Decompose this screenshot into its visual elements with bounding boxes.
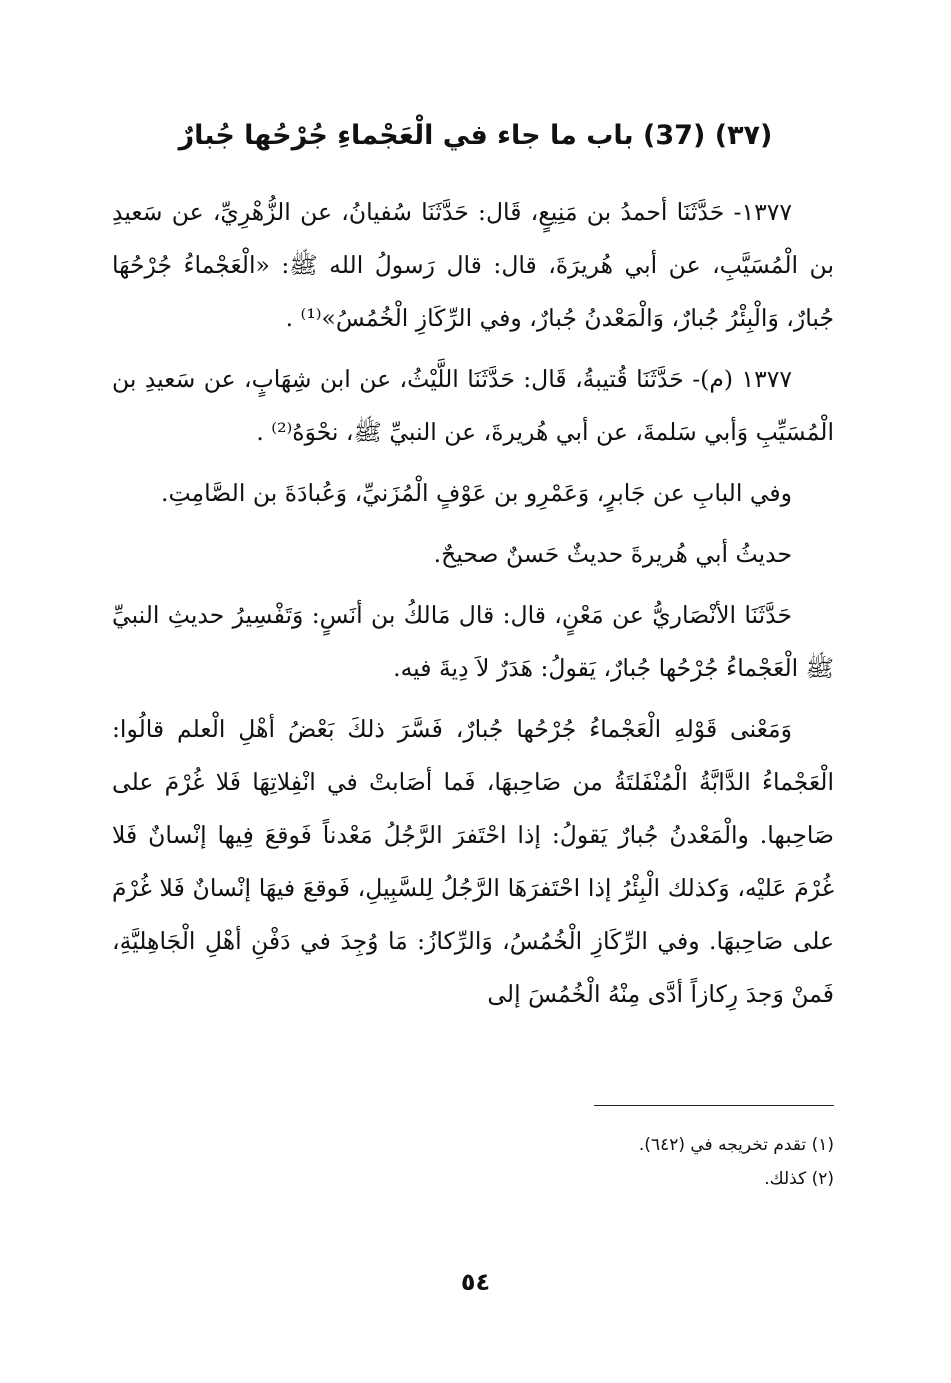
footnote-2: (٢) كذلك. [764,1169,834,1189]
hadith-1377: ١٣٧٧- حَدَّثَنَا أحمدُ بن مَنِيعٍ، قَال: حَدَّثَنَا سُفيانُ، عن الزُّهْرِيِّ، عن سَعيدِ بن الْمُسَيَّبِ، عن أبي هُريرَةَ، قال: قال رَسولُ الله ﷺ: «الْعَجْماءُ جُرْحُهَا جُبارٌ، وَالْبِئْرُ جُبارٌ، وَالْمَعْدنُ جُبارٌ، وفي الرِّكَازِ الْخُمُسُ»⁽¹⁾ . [112,198,834,332]
hadith-1377-m: ١٣٧٧ (م)- حَدَّثَنَا قُتيبةُ، قَال: حَدَّثَنَا اللَّيْثُ، عن ابن شِهَابٍ، عن سَعيدِ بن الْمُسَيِّبِ وَأبي سَلمةَ، عن أبي هُريرةَ، عن النبيِّ ﷺ، نحْوَهُ⁽²⁾ . [112,365,834,446]
footnote-1: (١) تقدم تخريجه في (٦٤٢). [638,1135,834,1155]
main-text [112,186,834,1029]
meaning-commentary: وَمَعْنى قَوْلهِ الْعَجْماءُ جُرْحُها جُبارٌ، فَسَّرَ ذلكَ بَعْضُ أهْلِ الْعلم قالُوا: الْعَجْماءُ الدَّابَّةُ الْمُنْفَلتَةُ من صَاحِبهَا، فَما أصَابتْ في انْفِلاتِهَا فَلا غُرْمَ على صَاحِبها. والْمَعْدنُ جُبارٌ يَقولُ: إذا احْتَفرَ الرَّجُلُ مَعْدناً فَوقعَ فِيها إنْسانٌ فَلا غُرْمَ عَليْه، وَكذلك الْبِئْرُ إذا احْتَفرَهَا الرَّجُلُ لِلسَّبِيلِ، فَوقعَ فيهَا إنْسانٌ فَلا غُرْمَ على صَاحِبهَا. وفي الرِّكَازِ الْخُمُسُ، وَالرِّكازُ: مَا وُجِدَ في دَفْنِ أهْلِ الْجَاهِليَّةِ، فَمنْ وَجدَ رِكازاً أدَّى مِنْهُ الْخُمُسَ إلى [112,715,834,1008]
chapter-title: (٣٧) (37) باب ما جاء في الْعَجْماءِ جُرْحُها جُبارٌ [178,120,773,151]
page-number: ٥٤ [460,1268,491,1296]
grading-statement: حديثُ أبي هُريرةَ حديثٌ حَسنٌ صحيحٌ. [433,540,792,568]
footnotes [112,1128,834,1196]
footnote-separator [594,1105,834,1106]
chapter-references: وفي البابِ عن جَابرٍ، وَعَمْرِو بن عَوْفٍ الْمُزَنيِّ، وَعُبادَةَ بن الصَّامِتِ. [161,479,792,507]
malik-explanation: حَدَّثَنَا الأنْصَاريُّ عن مَعْنٍ، قال: قال مَالكُ بن أنَسٍ: وَتَفْسِيرُ حديثِ النبيِّ ﷺ الْعَجْماءُ جُرْحُها جُبارٌ، يَقولُ: هَدَرٌ لاَ دِيةَ فيه. [112,601,834,682]
